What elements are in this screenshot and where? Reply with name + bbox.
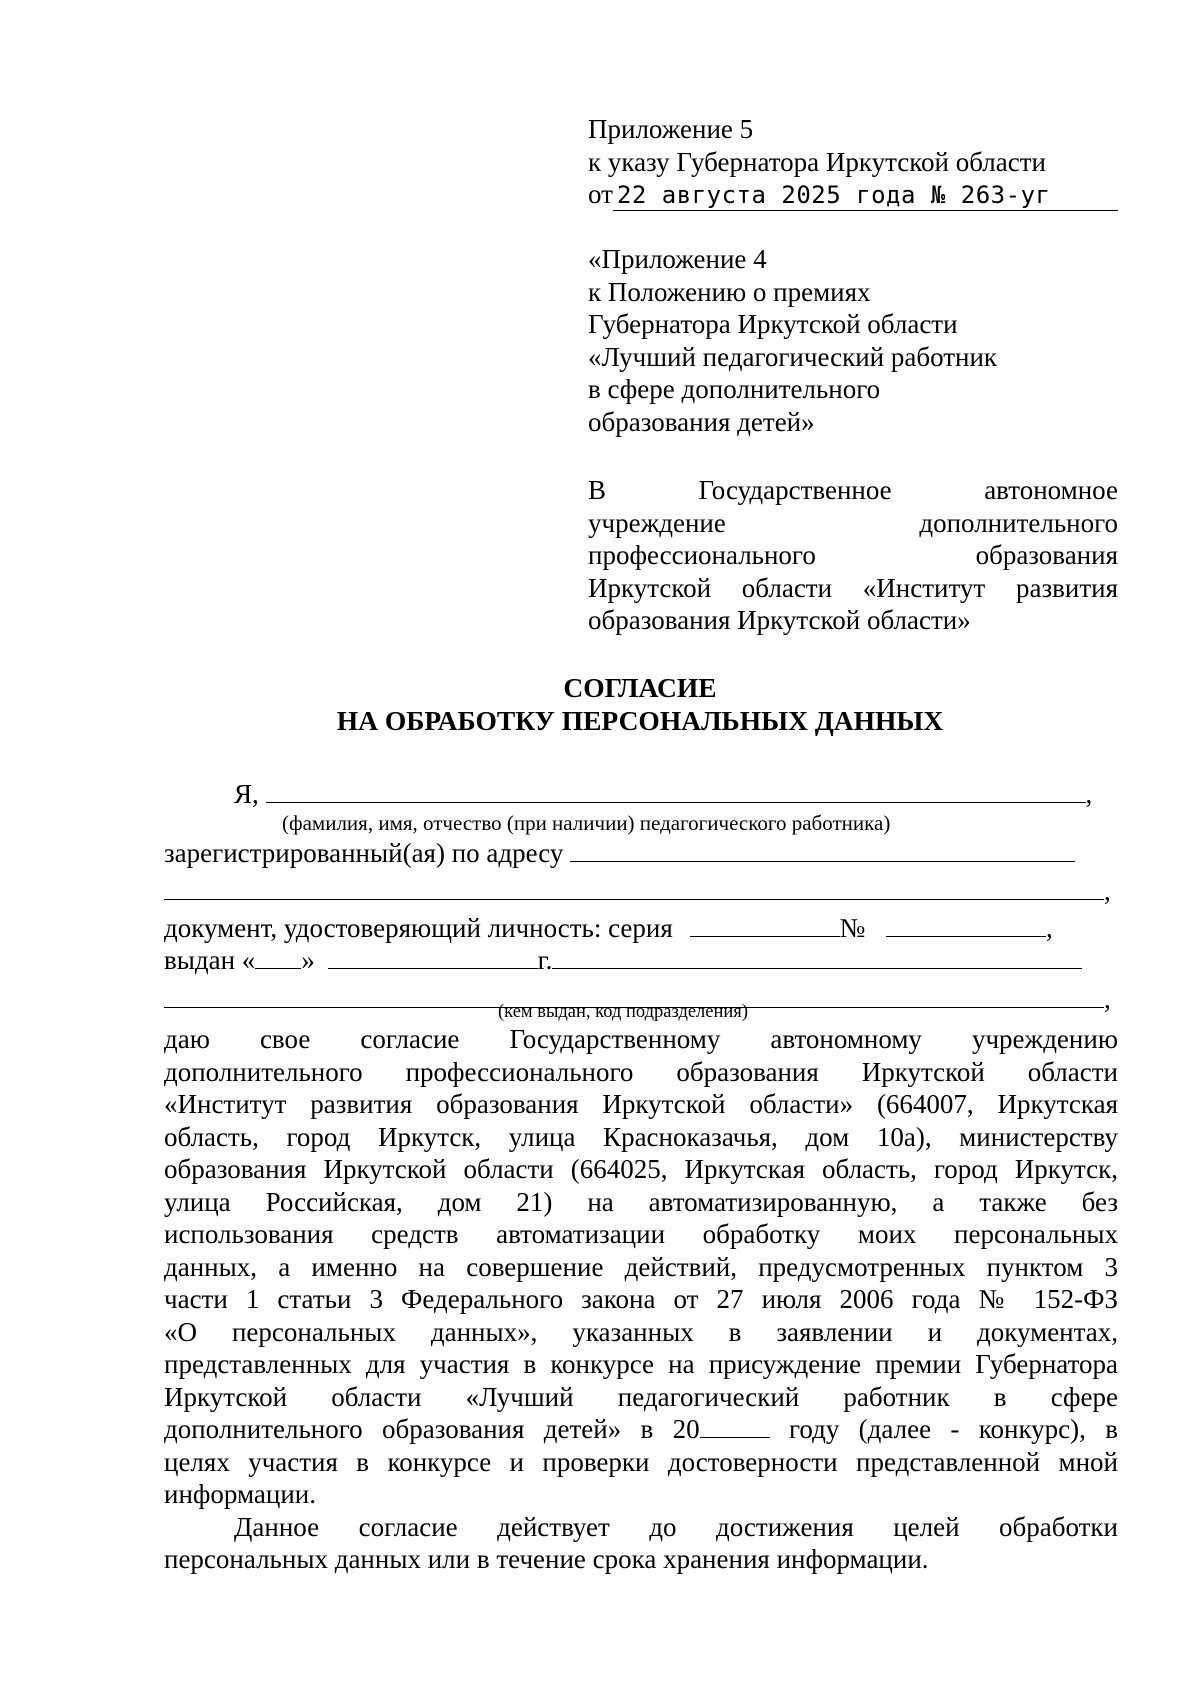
addressee-line: учреждение дополнительного <box>588 507 1118 538</box>
paragraph-line: область, город Иркутск, улица Красноказачья, дом 10а), министерству <box>164 1121 1118 1152</box>
consent-body <box>164 1023 1118 1576</box>
address-row-2 <box>164 875 1118 908</box>
annex5-from-label: от <box>588 179 613 209</box>
issued-label: выдан « <box>164 945 256 975</box>
issue-year-field[interactable] <box>552 948 1082 969</box>
number-label: № <box>839 912 866 943</box>
paragraph-2 <box>164 1511 1118 1576</box>
contest-year-field[interactable] <box>700 1415 770 1438</box>
paragraph-line: Иркутской области «Лучший педагогический работник в сфере <box>164 1381 1118 1412</box>
annex4-line: образования детей» <box>588 406 815 437</box>
paragraph-line: образования Иркутской области (664025, Иркутская область, город Иркутск, <box>164 1154 1118 1184</box>
name-row <box>164 778 1118 811</box>
annex4-line: «Лучший педагогический работник <box>588 341 998 372</box>
paragraph-line: улица Российская, дом 21) на автоматизированную, а также без <box>164 1186 1118 1217</box>
title-line1: СОГЛАСИЕ <box>563 672 717 703</box>
series-field[interactable] <box>690 916 840 937</box>
year-suffix: г. <box>537 945 553 975</box>
issued-row <box>164 944 1118 977</box>
paragraph-1 <box>164 1023 1118 1511</box>
addressee-line: образования Иркутской области» <box>588 605 971 635</box>
document-title <box>0 671 1200 737</box>
document-comma: , <box>1046 912 1053 943</box>
paragraph-line: данных, а именно на совершение действий, предусмотренных пунктом 3 <box>164 1251 1118 1282</box>
issue-day-field[interactable] <box>255 948 301 969</box>
paragraph-line: части 1 статьи 3 Федерального закона от 27 июля 2006 года № 152-ФЗ <box>164 1284 1118 1314</box>
addressee-line: В Государственное автономное <box>588 475 1118 505</box>
issuer-comma: , <box>1104 983 1111 1014</box>
paragraph-line: использования средств автоматизации обработку моих персональных <box>164 1219 1118 1249</box>
issued-close: » <box>301 945 315 975</box>
paragraph-line: Данное согласие действует до достижения целей обработки <box>234 1511 1118 1542</box>
paragraph-line-year <box>164 1413 1118 1446</box>
paragraph-line: информации. <box>164 1479 316 1509</box>
paragraph-line: представленных для участия в конкурсе на присуждение премии Губернатора <box>164 1349 1118 1379</box>
addressee <box>588 474 1118 637</box>
annex4-line: «Приложение 4 <box>588 244 767 274</box>
annex5-decree: к указу Губернатора Иркутской области <box>588 146 1046 177</box>
issue-month-field[interactable] <box>328 948 538 969</box>
paragraph-line: целях участия в конкурсе и проверки достоверности представленной мной <box>164 1446 1118 1477</box>
name-caption: (фамилия, имя, отчество (при наличии) педагогического работника) <box>282 811 891 835</box>
year-prefix: дополнительного образования детей» в 20 <box>164 1414 700 1444</box>
paragraph-line: дополнительного профессионального образования Иркутской области <box>164 1056 1118 1087</box>
title-line2: НА ОБРАБОТКУ ПЕРСОНАЛЬНЫХ ДАННЫХ <box>336 705 944 736</box>
full-name-field[interactable] <box>266 782 1086 803</box>
addressee-line: Иркутской области «Институт развития <box>588 572 1118 603</box>
paragraph-line: «О персональных данных», указанных в заявлении и документах, <box>164 1316 1118 1347</box>
annex5-header <box>588 113 1118 211</box>
addressee-line: профессионального образования <box>588 540 1118 570</box>
i-label: Я, <box>234 779 259 809</box>
paragraph-line: персональных данных или в течение срока хранения информации. <box>164 1544 929 1574</box>
annex4-header <box>588 243 1088 438</box>
name-comma: , <box>1085 779 1093 809</box>
paragraph-line: «Институт развития образования Иркутской области» (664007, Иркутская <box>164 1089 1118 1119</box>
annex4-line: в сфере дополнительного <box>588 374 881 404</box>
annex5-date: 22 августа 2025 года № 263-уг <box>613 180 1118 211</box>
annex4-line: к Положению о премиях <box>588 276 871 307</box>
address-comma: , <box>1104 876 1111 906</box>
registered-label: зарегистрированный(ая) по адресу <box>164 837 564 868</box>
document-label: документ, удостоверяющий личность: серия <box>164 912 673 943</box>
address-row <box>164 837 1118 870</box>
annex4-line: Губернатора Иркутской области <box>588 309 958 339</box>
address-field[interactable] <box>570 841 1075 862</box>
paragraph-line: даю свое согласие Государственному автономному учреждению <box>164 1024 1118 1054</box>
number-field[interactable] <box>886 916 1046 937</box>
issuer-caption: (кем выдан, код подразделения) <box>498 1002 748 1022</box>
annex5-date-line <box>588 178 1118 211</box>
document-row <box>164 912 1118 945</box>
annex5-title: Приложение 5 <box>588 114 754 144</box>
address-field-continued[interactable] <box>164 879 1104 900</box>
year-suffix-text: году (далее - конкурс), в <box>769 1414 1118 1444</box>
